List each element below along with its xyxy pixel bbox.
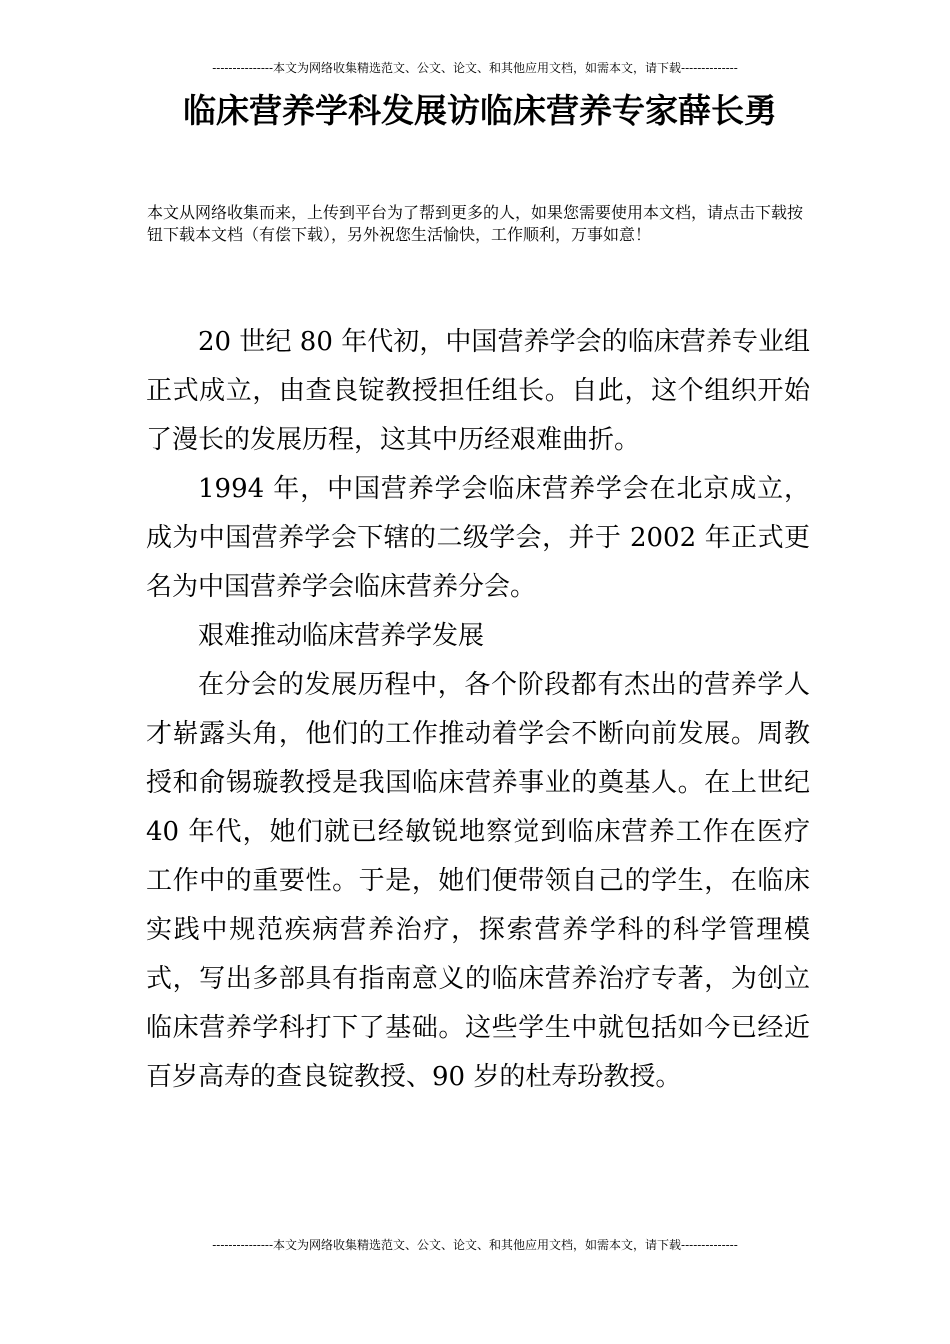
section-heading: 艰难推动临床营养学发展 (198, 621, 485, 651)
body-paragraph: 在分会的发展历程中，各个阶段都有杰出的营养学人才崭露头角，他们的工作推动着学会不断向前发展。周教授和俞锡璇教授是我国临床营养事业的奠基人。在上世纪 40 年代，她们就已经敏锐地察觉到临床营养工作在医疗工作中的重要性。于是，她们便带领自己的学生，在临床实践中规范疾病营养治疗，探索营养学科的科学管理模式，写出多部具有指南意义的临床营养治疗专著，为创立临床营养学科打下了基础。这些学生中就包括如今已经近百岁高寿的查良锭教授、90 岁的杜寿玢教授。 (146, 670, 810, 1092)
body-paragraph: 20 世纪 80 年代初，中国营养学会的临床营养专业组正式成立，由查良锭教授担任组长。自此，这个组织开始了漫长的发展历程，这其中历经艰难曲折。 (146, 327, 810, 455)
body-paragraph: 1994 年，中国营养学会临床营养学会在北京成立，成为中国营养学会下辖的二级学会，并于 2002 年正式更名为中国营养学会临床营养分会。 (146, 474, 810, 602)
document-title: 临床营养学科发展访临床营养专家薛长勇 (183, 91, 777, 130)
page-footer-banner: ---------------本文为网络收集精选范文、公文、论文、和其他应用文档，如需本文，请下载-------------- (212, 1238, 738, 1252)
document-body (146, 318, 810, 1102)
intro-notice: 本文从网络收集而来，上传到平台为了帮到更多的人，如果您需要使用本文档，请点击下载按钮下载本文档（有偿下载），另外祝您生活愉快，工作顺利，万事如意！ (147, 203, 804, 244)
page-header-banner: ---------------本文为网络收集精选范文、公文、论文、和其他应用文档，如需本文，请下载-------------- (212, 61, 738, 75)
